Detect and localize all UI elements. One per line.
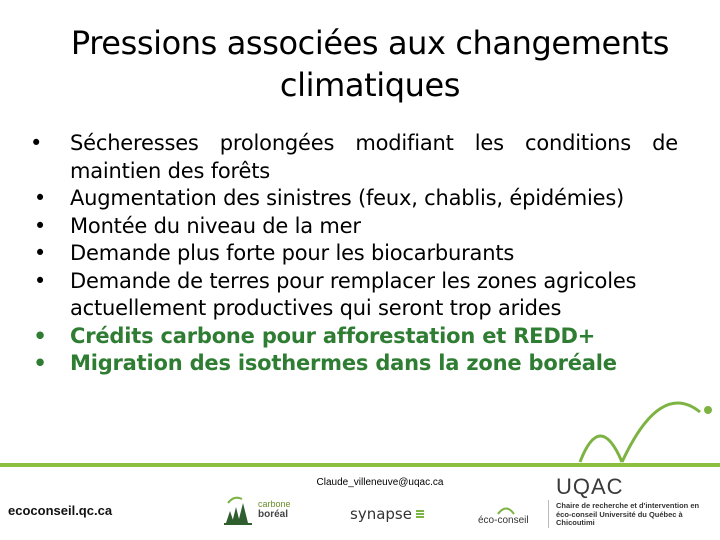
- bullet-item: [18, 130, 678, 185]
- bullet-text: Migration des isothermes dans la zone boréale: [70, 351, 617, 375]
- synapse-label: synapse: [350, 505, 412, 523]
- bullet-item: [18, 240, 678, 268]
- bullet-text: Demande plus forte pour les biocarburants: [70, 241, 515, 265]
- bullet-symbol: •: [33, 186, 47, 210]
- bullet-symbol: •: [33, 351, 47, 375]
- synapse-logo: [350, 505, 424, 531]
- bullet-symbol: •: [33, 323, 47, 348]
- bullet-text: Montée du niveau de la mer: [70, 213, 361, 238]
- bullet-symbol: •: [30, 131, 43, 155]
- slide-title: Pressions associées aux changements climatiques: [70, 24, 670, 104]
- uqac-subtitle: Chaire de recherche et d'intervention en éco-conseil Université du Québec à Chicoutimi: [556, 501, 700, 527]
- bullet-symbol: •: [33, 268, 47, 293]
- contact-email[interactable]: Claude_villeneuve@uqac.ca: [316, 477, 444, 488]
- carbone-boreal-logo: [222, 493, 298, 529]
- carbone-boreal-line2: boréal: [258, 509, 289, 520]
- bullet-symbol: •: [33, 241, 47, 265]
- tree-icon: [222, 493, 256, 527]
- eco-conseil-logo: [478, 505, 540, 531]
- bullet-text: Sécheresses prolongées modifiant les conditions de maintien des forêts: [70, 131, 678, 183]
- uqac-name: UQAC: [556, 474, 624, 499]
- decorative-arc-icon: [560, 370, 720, 470]
- carbone-boreal-line1: carbone: [258, 499, 291, 509]
- bullet-text: Demande de terres pour remplacer les zones agricoles actuellement productives qui seront trop arides: [70, 268, 637, 320]
- logo-divider: [548, 500, 549, 528]
- bullet-text: Augmentation des sinistres (feux, chablis, épidémies): [70, 186, 625, 210]
- bullet-list: [18, 130, 678, 378]
- bullet-item: [18, 185, 678, 213]
- uqac-logo: [556, 474, 716, 534]
- bullet-item: [18, 268, 678, 323]
- eco-conseil-arc-icon: [496, 505, 516, 515]
- eco-conseil-label: éco-conseil: [478, 515, 529, 526]
- synapse-bars-icon: [416, 509, 424, 519]
- bullet-item-highlight: [18, 323, 678, 351]
- bullet-item: [18, 213, 678, 241]
- bullet-text: Crédits carbone pour afforestation et REDD+: [70, 323, 596, 348]
- site-url[interactable]: ecoconseil.qc.ca: [8, 503, 113, 518]
- footer-divider: [0, 463, 720, 467]
- bullet-symbol: •: [33, 213, 47, 238]
